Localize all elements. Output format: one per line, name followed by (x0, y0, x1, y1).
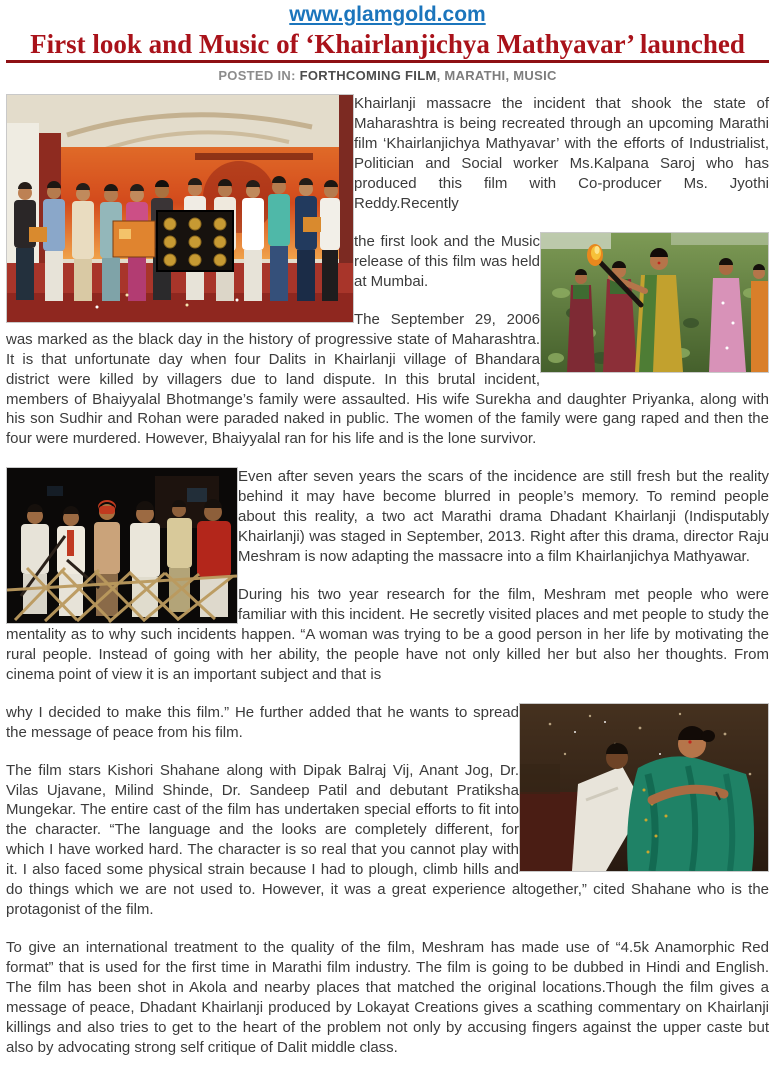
page-title: First look and Music of ‘Khairlanjichya Mathyavar’ launched (6, 30, 769, 63)
night-scene-photo (6, 467, 238, 624)
category-forthcoming-film[interactable]: FORTHCOMING FILM (299, 68, 437, 84)
paragraph-4-text-b: why I decided to make this film.” He further added that he wants to spread the message of peace from his film. (6, 703, 519, 741)
paragraph-1-text-a: Khairlanji massacre the incident that shook the state of Maharashtra is being recreated through an upcoming Marathi film ‘Khairlanjichya Mathyavar’ with the efforts of Industrialist, Politician and Social worker Ms.Kalpana Saroj who has produced this film with Co-producer Ms. Jyothi Reddy.Recently (354, 95, 769, 213)
paragraph-2: The September 29, 2006 was marked as the black day in the history of progressive state of Maharashtra. It is that unfortunate day when four Dalits in Khairlanji village of Bhandara district were killed by villagers due to land dispute. In this brutal incident, members of Bhaiyyalal Bhotmange’s family were assaulted. His wife Surekha and daughter Priyanka, along with his son Sudhir and Rohan were paraded naked in public. The women of the family were gang raped and then the four were murdered. However, Bhaiyyalal ran for his life and is the lone survivor. (6, 310, 769, 448)
torch-photo-illustration (541, 233, 768, 372)
paragraph-3: Even after seven years the scars of the incidence are still fresh but the reality behind it may have become blurred in people’s memory. To remind people about this reality, a two act Marathi drama Dhadant Khairlanji (Indisputably Khairlanji) was staged in September, 2013. Right after this drama, director Raju Meshram is now adapting the massacre into a film Khairlanjichya Mathyawar. (238, 468, 769, 566)
site-link[interactable]: www.glamgold.com (289, 3, 486, 26)
green-saree-photo (519, 703, 769, 872)
event-photo (6, 94, 354, 323)
header (6, 3, 769, 27)
posted-in-label: POSTED IN: (218, 68, 300, 84)
posted-in-line (6, 68, 769, 83)
paragraph-6: To give an international treatment to the quality of the film, Meshram has made use of “4.5k Anamorphic Red format” that is used for the first time in Marathi film industry. The film is going to be dubbed in Hindi and English. The film has been shot in Akola and nearby places that matched the original locations.Though the film gives a message of peace, Dhadant Khairlanji produced by Lokayat Creations gives a scathing commentary on Khairlanji killings and also tries to get to the heart of the problem not only by accusing fingers against the upper caste but also by advocating strong self critique of Dalit middle class. (6, 939, 769, 1056)
night-scene-illustration (7, 468, 237, 623)
paragraph-5: The film stars Kishori Shahane along with Dipak Balraj Vij, Anant Jog, Dr. Vilas Ujavane, Milind Shinde, Dr. Sandeep Patil and debutant Pratiksha Mungekar. The entire cast of the film has undertaken special efforts to fit into the character. “The language and the looks are completely different, for which I have worked hard. The character is so real that you cannot play with it. I also faced some physical strain because I had to plough, climb hills and do things which we are not used to. However, it was a great experience altogether,” cited Shahane who is the protagonist of the film. (6, 761, 769, 919)
article-body (6, 94, 769, 1057)
paragraph-4-text-a: During his two year research for the film, Meshram met people who were familiar with this incident. He secretly visited places and met people to study the mentality as to why such incidents happen. “A woman was trying to be a good person in her life by motivating the rural people. Instead of going with her ability, the people have not only killed her but also her thoughts. From cinema point of view it is an important subject and that is (6, 586, 769, 683)
event-photo-illustration (7, 95, 353, 322)
paragraph-1-text-b: the first look and the Music release of this film was held at Mumbai. (354, 232, 540, 290)
category-marathi-music[interactable]: , MARATHI, MUSIC (436, 68, 557, 84)
green-saree-illustration (520, 704, 768, 871)
torch-photo (540, 232, 769, 373)
